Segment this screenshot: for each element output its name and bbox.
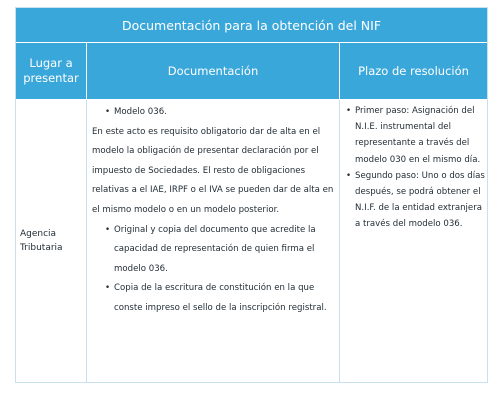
doc-paragraph: En este acto es requisito obligatorio dar de alta en el modelo la obligación de presentar declaración por el impuesto de Sociedades. El resto de obligaciones relativas a el IAE, IRPF o el IVA se pueden dar de alta en el mismo modelo o en un modelo posterior.: [92, 126, 334, 215]
doc-sublist: [92, 221, 336, 319]
doc-subitem-text: Original y copia del documento que acredite la capacidad de representación de quien firma el modelo 036.: [114, 224, 316, 274]
nif-documentation-table: [15, 7, 488, 383]
column-divider: [339, 100, 340, 382]
doc-subitem-original: [92, 221, 336, 280]
table-title: Documentación para la obtención del NIF: [16, 8, 487, 42]
cell-plazo: [346, 103, 486, 233]
plazo-item-primer-paso: • Primer paso: Asignación del N.I.E. instrumental del representante a través del modelo 030 en el mismo día.: [346, 103, 486, 168]
doc-item-modelo: [92, 103, 336, 123]
cell-lugar: [20, 100, 84, 382]
header-lugar: Lugar a presentar: [16, 43, 86, 99]
header-plazo: Plazo de resolución: [340, 43, 487, 99]
doc-item-text: Modelo 036.: [114, 107, 167, 117]
plazo-list: [346, 103, 486, 233]
cell-documentacion: [92, 103, 336, 319]
doc-subitem-escritura: [92, 279, 336, 318]
plazo-item-segundo-paso: • Segundo paso: Uno o dos días después, se podrá obtener el N.I.F. de la entidad extranjera a través del modelo 036.: [346, 168, 486, 233]
doc-subitem-text: Copia de la escritura de constitución en la que conste impreso el sello de la inscripción registral.: [114, 283, 327, 313]
lugar-text: Agencia Tributaria: [20, 229, 63, 253]
doc-list: [92, 103, 336, 123]
column-divider: [86, 100, 87, 382]
header-documentacion: Documentación: [87, 43, 339, 99]
